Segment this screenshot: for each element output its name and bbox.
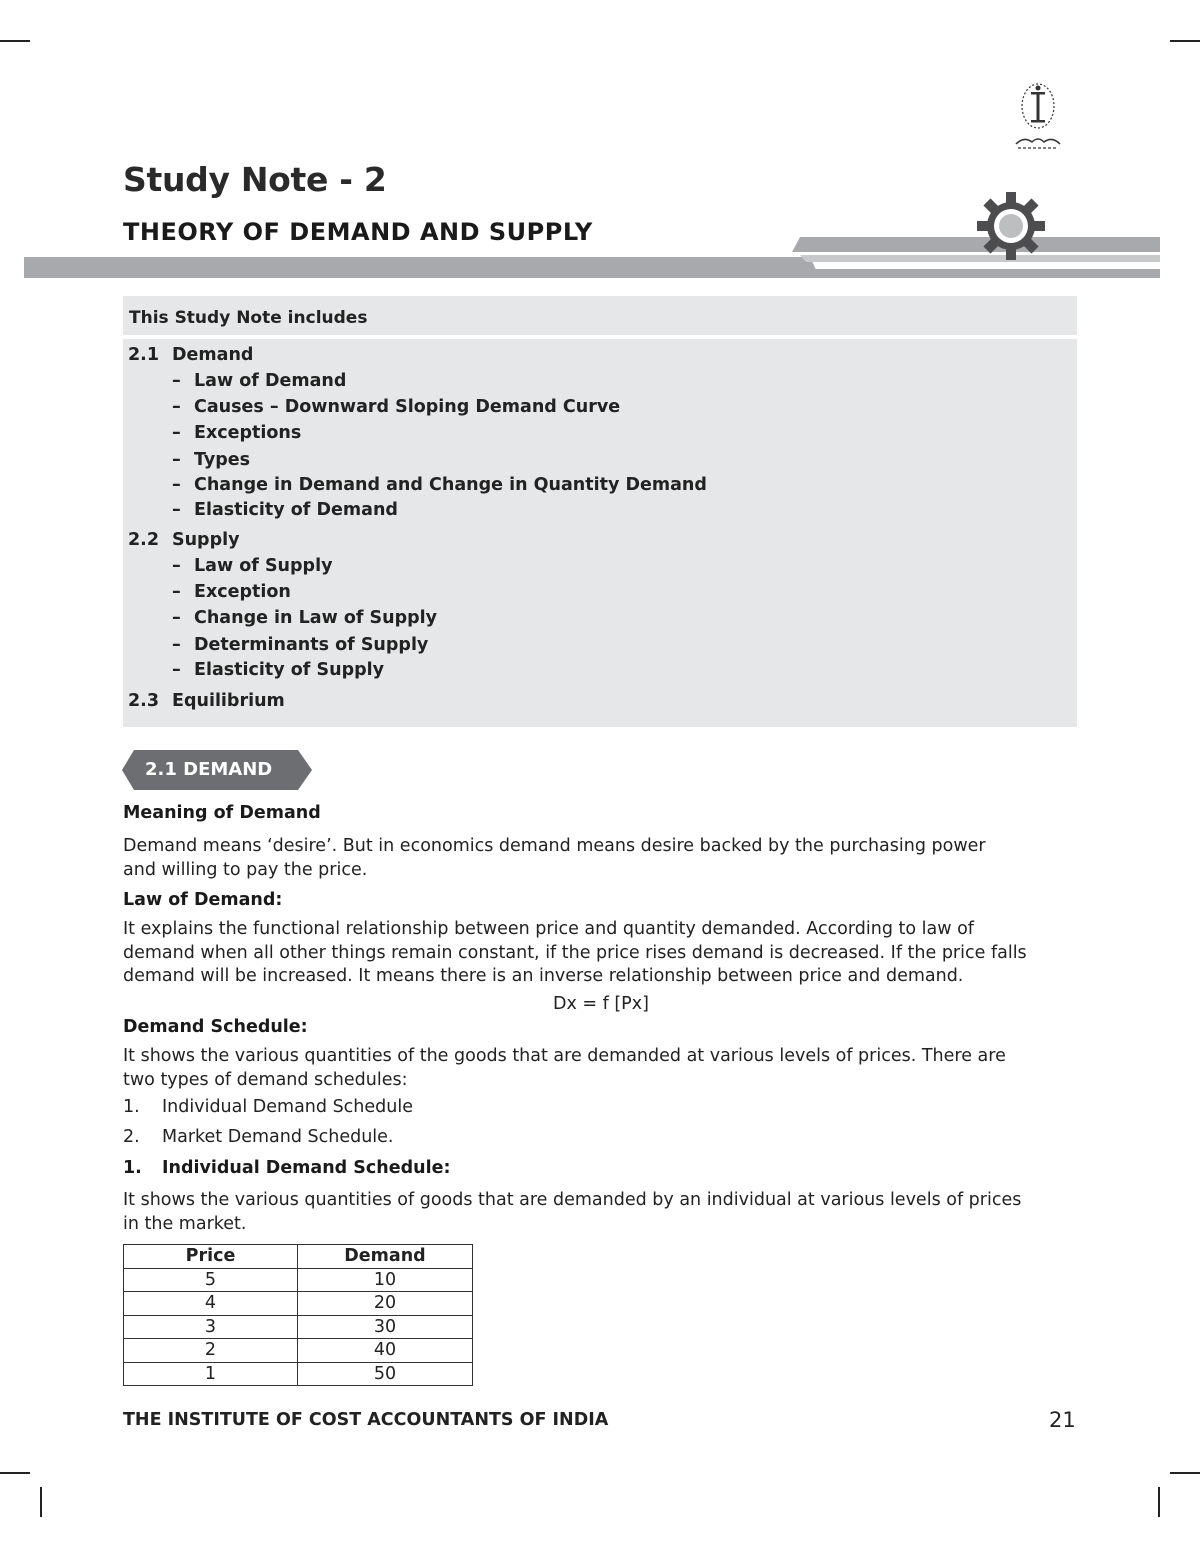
list-item <box>123 1097 413 1117</box>
list-item <box>123 1127 393 1147</box>
table-header-row <box>124 1245 473 1269</box>
paragraph-line: demand will be increased. It means there is an inverse relationship between price and demand. <box>123 966 964 986</box>
paragraph-line: Demand means ‘desire’. But in economics demand means desire backed by the purchasing power <box>123 836 986 856</box>
toc-item: – Law of Demand <box>172 371 347 391</box>
section-badge-label: 2.1 DEMAND <box>145 759 273 780</box>
demand-schedule-text <box>123 1045 1077 1092</box>
price-cell: 1 <box>124 1362 298 1386</box>
toc-item: – Law of Supply <box>172 556 333 576</box>
list-item-number: 1. <box>123 1097 140 1117</box>
heading-label: Individual Demand Schedule: <box>162 1158 451 1178</box>
demand-function-formula: Dx = f [Px] <box>553 994 649 1014</box>
table-row <box>124 1362 473 1386</box>
institute-logo-icon <box>1010 78 1066 154</box>
toc-item: – Change in Demand and Change in Quantity Demand <box>172 475 707 495</box>
law-of-demand-heading: Law of Demand: <box>123 890 283 910</box>
demand-cell: 40 <box>298 1339 473 1363</box>
column-header-demand: Demand <box>298 1245 473 1269</box>
toc-item: – Elasticity of Supply <box>172 660 385 680</box>
toc-item: – Exceptions <box>172 423 302 443</box>
toc-item-label: Law of Demand <box>194 371 347 391</box>
toc-item-label: Law of Supply <box>194 556 333 576</box>
page-number: 21 <box>1049 1408 1076 1432</box>
toc-item-label: Change in Law of Supply <box>194 608 438 628</box>
chapter-title: THEORY OF DEMAND AND SUPPLY <box>123 218 593 246</box>
crop-mark-bottom-left <box>0 1472 30 1474</box>
meaning-of-demand-text <box>123 835 1077 882</box>
gear-icon <box>976 191 1046 261</box>
toc-section-2-2 <box>128 530 240 550</box>
paragraph-line: in the market. <box>123 1213 247 1234</box>
price-cell: 5 <box>124 1268 298 1292</box>
crop-mark-bottom-left-vertical <box>40 1487 42 1517</box>
paragraph-line: demand when all other things remain constant, if the price rises demand is decreased. If the price falls <box>123 942 1027 963</box>
table-row <box>124 1339 473 1363</box>
toc-item-label: Exceptions <box>194 423 302 443</box>
crop-mark-top-right <box>1170 40 1200 42</box>
toc-item-label: Causes – Downward Sloping Demand Curve <box>194 397 621 417</box>
demand-cell: 10 <box>298 1268 473 1292</box>
toc-item: – Elasticity of Demand <box>172 500 398 520</box>
toc-section-2-3 <box>128 691 285 711</box>
demand-schedule-heading: Demand Schedule: <box>123 1017 308 1037</box>
toc-section-label: Equilibrium <box>172 691 285 711</box>
list-item-label: Market Demand Schedule. <box>162 1127 394 1147</box>
toc-item-label: Elasticity of Demand <box>194 500 398 520</box>
individual-demand-schedule-table <box>123 1244 473 1386</box>
price-cell: 4 <box>124 1292 298 1316</box>
toc-section-number: 2.1 <box>128 345 160 365</box>
table-row <box>124 1292 473 1316</box>
toc-item: – Types <box>172 450 251 470</box>
toc-item-label: Change in Demand and Change in Quantity Demand <box>194 475 707 495</box>
demand-cell: 50 <box>298 1362 473 1386</box>
study-note-title: Study Note - 2 <box>123 160 387 199</box>
toc-section-number: 2.3 <box>128 691 160 711</box>
toc-item-label: Determinants of Supply <box>194 635 429 655</box>
meaning-of-demand-heading: Meaning of Demand <box>123 803 321 823</box>
list-item-label: Individual Demand Schedule <box>162 1097 413 1117</box>
toc-item-label: Elasticity of Supply <box>194 660 385 680</box>
toc-section-label: Supply <box>172 530 240 550</box>
individual-demand-schedule-heading <box>123 1158 450 1178</box>
price-cell: 3 <box>124 1315 298 1339</box>
paragraph-line: It explains the functional relationship between price and quantity demanded. According to law of <box>123 919 974 939</box>
toc-section-2-1 <box>128 345 253 365</box>
demand-cell: 20 <box>298 1292 473 1316</box>
demand-cell: 30 <box>298 1315 473 1339</box>
table-row <box>124 1315 473 1339</box>
toc-item: – Exception <box>172 582 291 602</box>
toc-item: – Causes – Downward Sloping Demand Curve <box>172 397 621 417</box>
paragraph-line: It shows the various quantities of the goods that are demanded at various levels of prices. There are <box>123 1046 1006 1066</box>
paragraph-line: two types of demand schedules: <box>123 1069 408 1090</box>
crop-mark-top-left <box>0 40 30 42</box>
individual-demand-schedule-text <box>123 1189 1077 1236</box>
price-cell: 2 <box>124 1339 298 1363</box>
column-header-price: Price <box>124 1245 298 1269</box>
toc-item: – Change in Law of Supply <box>172 608 438 628</box>
list-item-number: 2. <box>123 1127 140 1147</box>
paragraph-line: It shows the various quantities of goods that are demanded by an individual at various levels of prices <box>123 1190 1022 1210</box>
toc-item: – Determinants of Supply <box>172 635 429 655</box>
toc-section-number: 2.2 <box>128 530 160 550</box>
table-row <box>124 1268 473 1292</box>
heading-number: 1. <box>123 1158 142 1178</box>
study-note-includes-header: This Study Note includes <box>123 296 1077 335</box>
crop-mark-bottom-right-vertical <box>1158 1487 1160 1517</box>
paragraph-line: and willing to pay the price. <box>123 859 368 880</box>
crop-mark-bottom-right <box>1170 1472 1200 1474</box>
toc-item-label: Exception <box>194 582 291 602</box>
footer-institute-name: THE INSTITUTE OF COST ACCOUNTANTS OF INDIA <box>123 1410 609 1430</box>
toc-section-label: Demand <box>172 345 254 365</box>
toc-item-label: Types <box>194 450 251 470</box>
law-of-demand-text <box>123 918 1077 989</box>
